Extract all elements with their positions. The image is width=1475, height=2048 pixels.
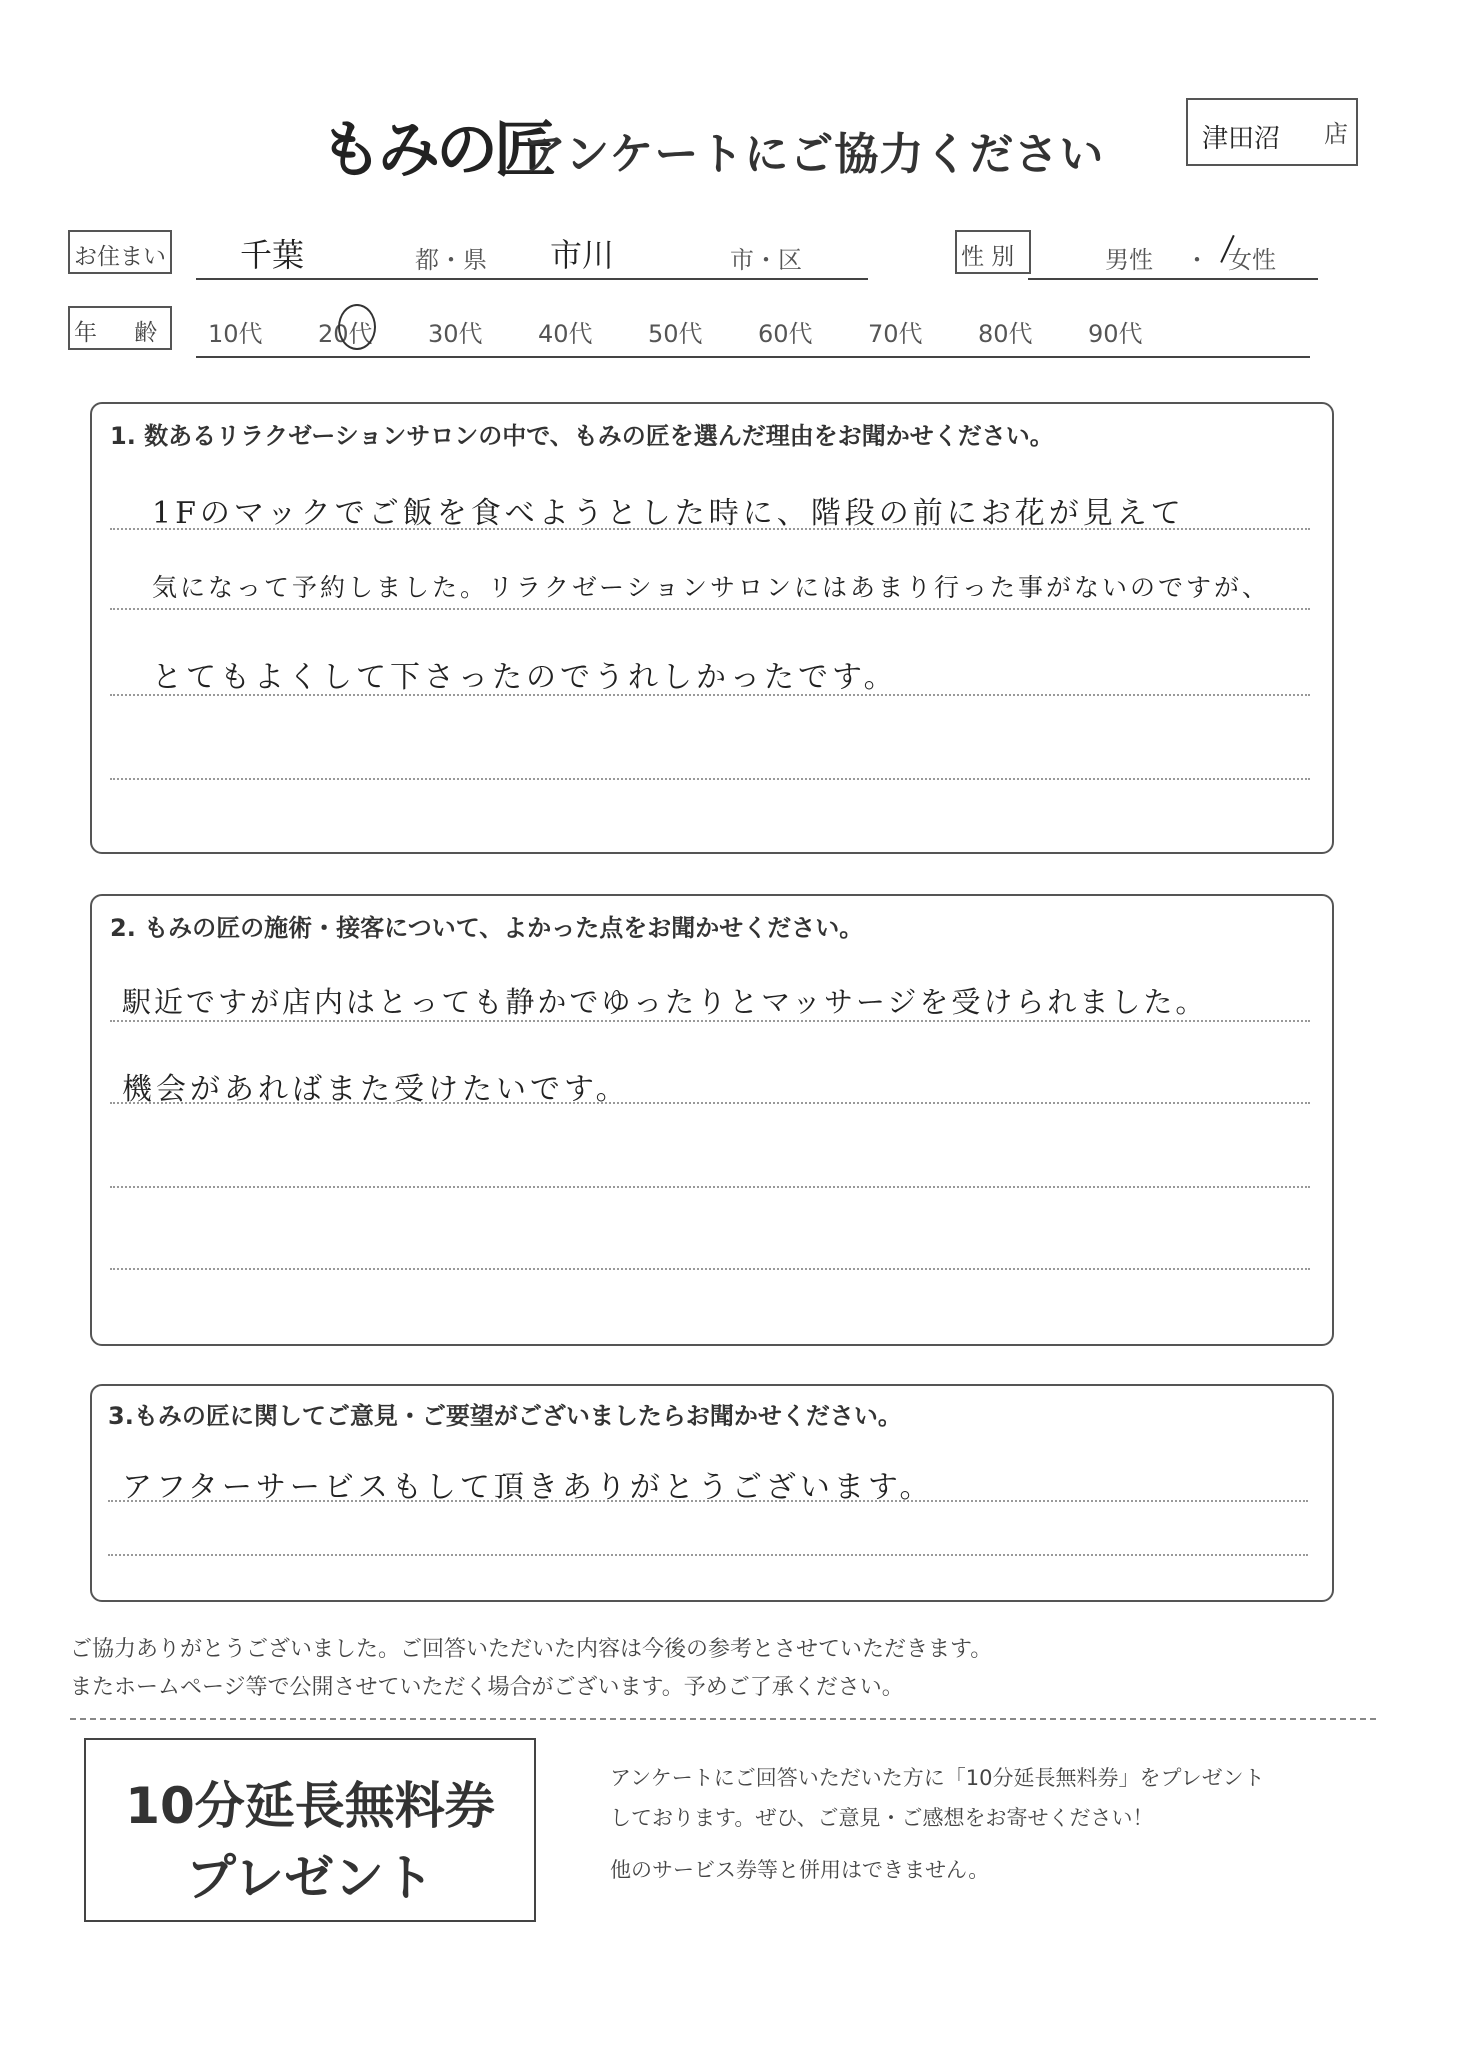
age-option-10[interactable]: 10代 bbox=[208, 320, 263, 348]
thanks-line-2: またホームページ等で公開させていただく場合がございます。予めご了承ください。 bbox=[70, 1675, 904, 1700]
age-option-20[interactable]: 20代 bbox=[318, 320, 373, 348]
answer-line bbox=[110, 528, 1310, 530]
question-1-box bbox=[90, 402, 1334, 854]
address-underline bbox=[196, 278, 868, 280]
store-name: 津田沼 bbox=[1202, 124, 1281, 154]
prefecture-value: 千葉 bbox=[240, 236, 305, 274]
question-1-answer-line-2: 気になって予約しました。リラクゼーションサロンにはあまり行った事がないのですが、 bbox=[152, 573, 1271, 602]
answer-line bbox=[108, 1554, 1308, 1556]
city-value: 市川 bbox=[550, 236, 615, 274]
question-3-box bbox=[90, 1384, 1334, 1602]
age-selected-circle bbox=[338, 304, 376, 350]
brand-logo: もみの匠 bbox=[320, 113, 553, 186]
thanks-line-1: ご協力ありがとうございました。ご回答いただいた内容は今後の参考とさせていただきます。 bbox=[70, 1637, 993, 1662]
question-2-box bbox=[90, 894, 1334, 1346]
answer-line bbox=[110, 778, 1310, 780]
store-box bbox=[1186, 98, 1358, 166]
city-suffix: 市・区 bbox=[730, 246, 802, 274]
coupon-subtitle: プレゼント bbox=[186, 1849, 434, 1907]
age-option-60[interactable]: 60代 bbox=[758, 320, 813, 348]
answer-line bbox=[110, 1186, 1310, 1188]
age-option-30[interactable]: 30代 bbox=[428, 320, 483, 348]
gender-label: 性 別 bbox=[955, 230, 1031, 274]
answer-line bbox=[110, 608, 1310, 610]
question-2-answer-line-1: 駅近ですが店内はとっても静かでゆったりとマッサージを受けられました。 bbox=[122, 985, 1208, 1019]
age-option-90[interactable]: 90代 bbox=[1088, 320, 1143, 348]
question-2-answer-line-2: 機会があればまた受けたいです。 bbox=[122, 1072, 630, 1107]
age-label: 年 齢 bbox=[68, 306, 172, 350]
answer-line bbox=[110, 1020, 1310, 1022]
question-3-title: 3.もみの匠に関してご意見・ご要望がございましたらお聞かせください。 bbox=[108, 1402, 902, 1430]
coupon-title: 10分延長無料券 bbox=[125, 1777, 495, 1835]
prefecture-suffix: 都・県 bbox=[415, 246, 487, 274]
gender-separator: ・ bbox=[1185, 246, 1209, 274]
answer-line bbox=[108, 1500, 1308, 1502]
gender-underline bbox=[1028, 278, 1318, 280]
coupon-box bbox=[84, 1738, 536, 1922]
address-label: お住まい bbox=[68, 230, 172, 274]
gender-male[interactable]: 男性 bbox=[1105, 246, 1153, 274]
question-2-title: 2. もみの匠の施術・接客について、よかった点をお聞かせください。 bbox=[110, 914, 864, 942]
age-option-40[interactable]: 40代 bbox=[538, 320, 593, 348]
answer-line bbox=[110, 1102, 1310, 1104]
coupon-note-3: 他のサービス券等と併用はできません。 bbox=[610, 1858, 990, 1882]
store-suffix: 店 bbox=[1324, 120, 1348, 148]
coupon-note-1: アンケートにご回答いただいた方に「10分延長無料券」をプレゼント bbox=[610, 1766, 1265, 1790]
question-3-answer-line-1: アフターサービスもして頂きありがとうございます。 bbox=[122, 1470, 934, 1505]
age-option-70[interactable]: 70代 bbox=[868, 320, 923, 348]
age-option-80[interactable]: 80代 bbox=[978, 320, 1033, 348]
question-1-answer-line-1: 1Fのマックでご飯を食べようとした時に、階段の前にお花が見えて bbox=[152, 496, 1185, 531]
question-1-answer-line-3: とてもよくして下さったのでうれしかったです。 bbox=[152, 660, 898, 695]
age-option-50[interactable]: 50代 bbox=[648, 320, 703, 348]
answer-line bbox=[110, 1268, 1310, 1270]
answer-line bbox=[110, 694, 1310, 696]
question-1-title: 1. 数あるリラクゼーションサロンの中で、もみの匠を選んだ理由をお聞かせください。 bbox=[110, 422, 1054, 450]
gender-female[interactable]: 女性 bbox=[1228, 246, 1276, 274]
cut-line bbox=[70, 1718, 1376, 1720]
survey-title: アンケートにご協力ください bbox=[522, 129, 1105, 180]
coupon-note-2: しております。ぜひ、ご意見・ご感想をお寄せください！ bbox=[610, 1806, 1154, 1830]
age-underline bbox=[196, 356, 1310, 358]
